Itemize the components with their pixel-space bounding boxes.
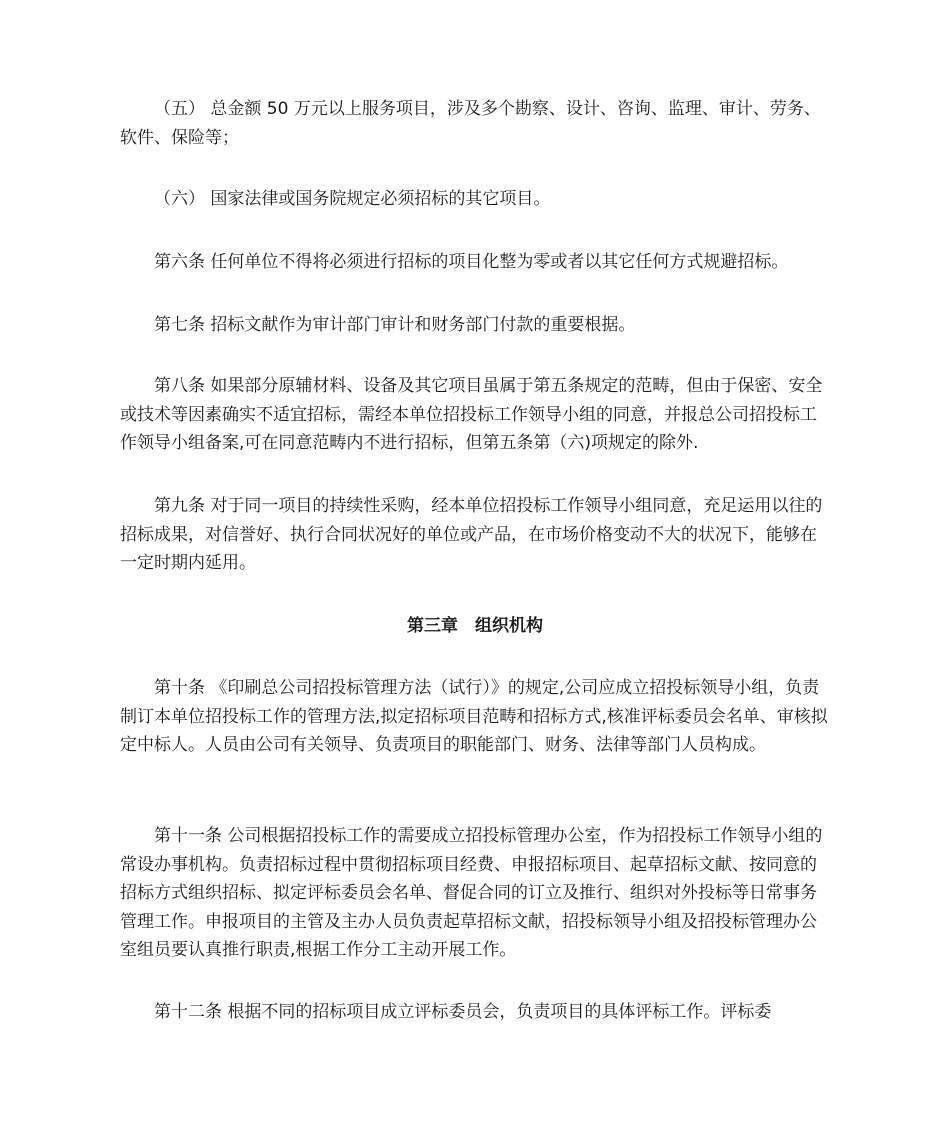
paragraph-item-5: （五） 总金额 50 万元以上服务项目，涉及多个勘察、设计、咨询、监理、审计、劳务、软件、保险等； — [120, 99, 821, 148]
paragraph-article-9: 第九条 对于同一项目的持续性采购，经本单位招投标工作领导小组同意，充足运用以往的招标成果，对信誉好、执行合同状况好的单位或产品，在市场价格变动不大的状况下，能够在一定时期内延用。 — [120, 496, 823, 573]
paragraph-article-12: 第十二条 根据不同的招标项目成立评标委员会，负责项目的具体评标工作。评标委 — [154, 1002, 772, 1022]
paragraph-article-10: 第十条 《印刷总公司招投标管理方法（试行）》的规定,公司应成立招投标领导小组，负责制订本单位招投标工作的管理方法,拟定招标项目范畴和招标方式,核准评标委员会名单、审核拟定中标人。人员由公司有关领导、负责项目的职能部门、财务、法律等部门人员构成。 — [120, 678, 828, 755]
chapter-heading: 第三章 组织机构 — [407, 616, 543, 636]
paragraph-article-6: 第六条 任何单位不得将必须进行招标的项目化整为零或者以其它任何方式规避招标。 — [154, 252, 789, 272]
paragraph-article-11: 第十一条 公司根据招投标工作的需要成立招投标管理办公室，作为招投标工作领导小组的常设办事机构。负责招标过程中贯彻招标项目经费、申报招标项目、起草招标文献、按同意的招标方式组织招标、拟定评标委员会名单、督促合同的订立及推行、组织对外投标等日常事务管理工作。申报项目的主管及主办人员负责起草招标文献，招投标领导小组及招投标管理办公室组员要认真推行职责,根据工作分工主动开展工作。 — [120, 826, 823, 960]
paragraph-article-7: 第七条 招标文献作为审计部门审计和财务部门付款的重要根据。 — [154, 315, 636, 335]
paragraph-item-6: （六） 国家法律或国务院规定必须招标的其它项目。 — [154, 189, 551, 209]
paragraph-article-8: 第八条 如果部分原辅材料、设备及其它项目虽属于第五条规定的范畴，但由于保密、安全或技术等因素确实不适宜招标，需经本单位招投标工作领导小组的同意，并报总公司招投标工作领导小组备案,可在同意范畴内不进行招标，但第五条第（六)项规定的除外. — [120, 376, 823, 453]
